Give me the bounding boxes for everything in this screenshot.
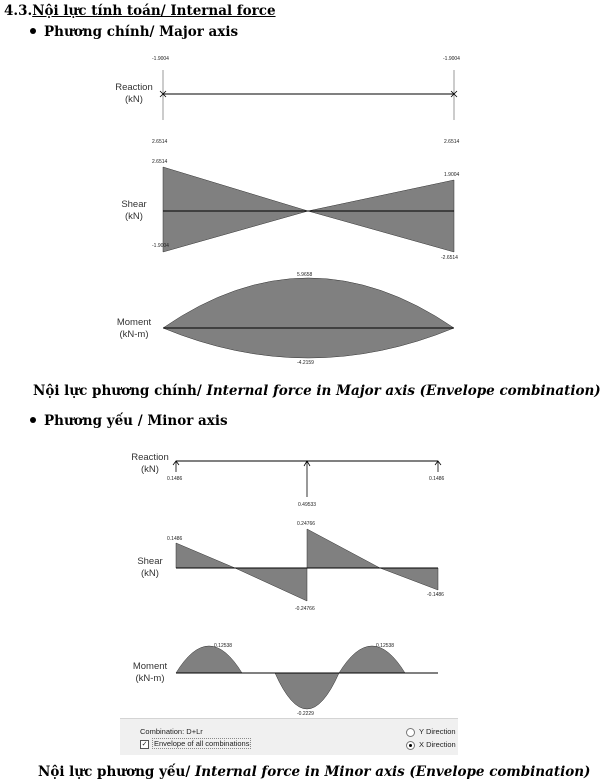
minor-moment-min-value: -0.2229 bbox=[297, 711, 314, 717]
major-moment-label: Moment (kN-m) bbox=[116, 317, 152, 340]
minor-moment-right-max-value: 0.12538 bbox=[376, 643, 395, 649]
major-shear-label: Shear (kN) bbox=[121, 199, 147, 222]
envelope-checkbox-row[interactable] bbox=[140, 739, 251, 749]
minor-shear-left-positive-area bbox=[176, 543, 235, 568]
x-direction-label: X Direction bbox=[419, 740, 456, 749]
minor-moment-left-positive-area bbox=[176, 646, 242, 673]
combination-options-panel bbox=[120, 718, 458, 755]
envelope-checkbox[interactable]: ✓ bbox=[141, 740, 148, 748]
envelope-checkbox-label: Envelope of all combinations bbox=[154, 739, 250, 748]
minor-moment-label: Moment (kN-m) bbox=[132, 661, 168, 684]
minor-shear-label: Shear (kN) bbox=[137, 556, 163, 579]
minor-axis-caption: Nội lực phương yếu/ Internal force in Minor axis (Envelope combination) bbox=[38, 764, 591, 780]
major-shear-bottom-left-value: -1.9004 bbox=[152, 243, 169, 249]
minor-reaction-middle-arrow-icon bbox=[304, 461, 310, 497]
y-direction-option[interactable] bbox=[406, 727, 456, 737]
minor-shear-right-negative-area bbox=[380, 568, 438, 590]
y-direction-label: Y Direction bbox=[419, 727, 456, 736]
major-reaction-top-left-value: -1.9004 bbox=[152, 56, 169, 62]
major-shear-bottom-right-value: -2.6514 bbox=[441, 255, 458, 261]
major-moment-max-value: 5.9658 bbox=[297, 272, 313, 278]
major-shear-top-right-value: 1.9004 bbox=[444, 172, 460, 178]
minor-shear-right-positive-area bbox=[307, 529, 380, 568]
minor-moment-middle-negative-area bbox=[275, 673, 339, 709]
y-direction-radio[interactable] bbox=[406, 728, 415, 737]
section-number: 4.3. bbox=[4, 3, 33, 19]
major-reaction-bottom-left-value: 2.6514 bbox=[152, 139, 168, 145]
x-direction-radio[interactable] bbox=[406, 741, 415, 750]
major-axis-bullet-text: Phương chính/ Major axis bbox=[44, 24, 239, 40]
minor-reaction-right-value: 0.1486 bbox=[429, 476, 445, 482]
major-reaction-label: Reaction (kN) bbox=[115, 82, 153, 105]
major-reaction-top-right-value: -1.9004 bbox=[443, 56, 460, 62]
major-shear-top-left-value: 2.6514 bbox=[152, 159, 168, 165]
minor-shear-left-top-value: 0.1486 bbox=[167, 536, 183, 542]
minor-reaction-label: Reaction (kN) bbox=[131, 452, 169, 475]
minor-moment-left-max-value: 0.12538 bbox=[214, 643, 233, 649]
section-title: Nội lực tính toán/ Internal force bbox=[32, 3, 276, 19]
major-axis-caption: Nội lực phương chính/ Internal force in Major axis (Envelope combination) bbox=[33, 383, 601, 399]
minor-shear-mid-top-value: 0.24766 bbox=[297, 521, 316, 527]
minor-reaction-middle-value: 0.49533 bbox=[298, 502, 317, 508]
minor-moment-right-positive-area bbox=[339, 646, 405, 673]
minor-reaction-right-arrow-icon bbox=[435, 461, 441, 472]
minor-shear-mid-bottom-value: -0.24766 bbox=[295, 606, 315, 612]
minor-shear-left-negative-area bbox=[235, 568, 307, 601]
combination-label: Combination: D+Lr bbox=[140, 727, 203, 736]
x-direction-option[interactable] bbox=[406, 740, 456, 750]
major-reaction-bottom-right-value: 2.6514 bbox=[444, 139, 460, 145]
minor-reaction-left-value: 0.1486 bbox=[167, 476, 183, 482]
minor-axis-bullet-text: Phương yếu / Minor axis bbox=[44, 413, 228, 429]
minor-shear-right-bottom-value: -0.1486 bbox=[427, 592, 444, 598]
major-moment-min-value: -4.2159 bbox=[297, 360, 314, 366]
